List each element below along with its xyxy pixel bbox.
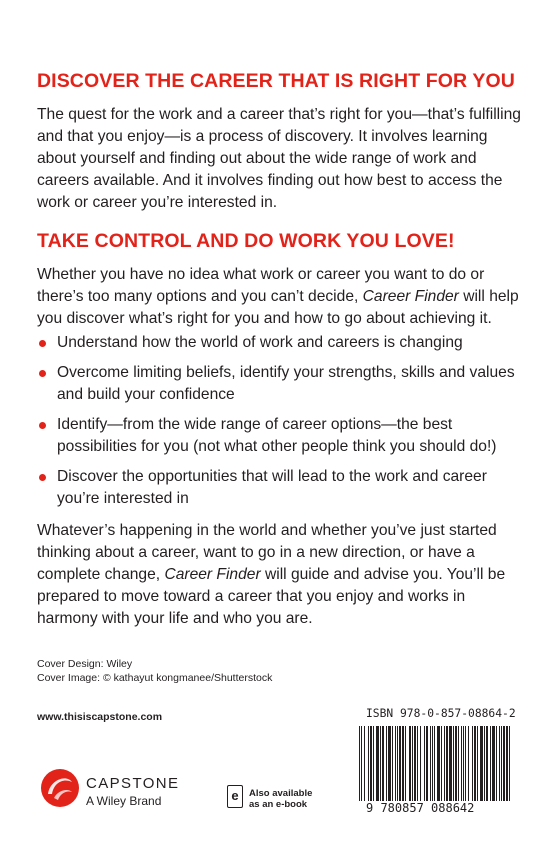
isbn-barcode bbox=[359, 726, 512, 801]
list-item: Understand how the world of work and careers is changing bbox=[37, 332, 527, 354]
book-title-italic: Career Finder bbox=[164, 566, 261, 583]
take-control-paragraph: Whether you have no idea what work or career you want to do or there’s too many options and you can’t decide, Career Finder will help you discover what’s right for you and how to go about achieving it. bbox=[37, 266, 519, 327]
bullet-dot-icon bbox=[39, 474, 46, 481]
bullet-dot-icon bbox=[39, 370, 46, 377]
benefit-list bbox=[37, 332, 527, 518]
list-item: Discover the opportunities that will lead to the work and career you’re interested in bbox=[37, 466, 527, 510]
section-heading-take-control: TAKE CONTROL AND DO WORK YOU LOVE! bbox=[37, 230, 455, 252]
isbn-label: ISBN 978-0-857-08864-2 bbox=[366, 707, 516, 720]
list-item: Overcome limiting beliefs, identify your strengths, skills and values and build your confidence bbox=[37, 362, 527, 406]
ebook-availability: Also available as an e-book bbox=[249, 788, 313, 810]
bullet-dot-icon bbox=[39, 422, 46, 429]
intro-paragraph: The quest for the work and a career that’s right for you—that’s fulfilling and that you enjoy—is a process of discovery. It involves learning about yourself and finding out about the wide range of work and careers available. And it involves finding out how best to access the work or career you’re interested in. bbox=[37, 106, 521, 211]
cover-credits bbox=[37, 657, 272, 685]
section-heading-discover: DISCOVER THE CAREER THAT IS RIGHT FOR YOU bbox=[37, 70, 515, 92]
book-title-italic: Career Finder bbox=[362, 288, 459, 305]
ebook-icon: e bbox=[227, 785, 243, 808]
publisher-website: www.thisiscapstone.com bbox=[37, 711, 163, 723]
cover-image-credit: Cover Image: © kathayut kongmanee/Shutterstock bbox=[37, 672, 273, 684]
publisher-brand-name: CAPSTONE bbox=[86, 775, 180, 792]
bullet-dot-icon bbox=[39, 340, 46, 347]
publisher-brand-sub: A Wiley Brand bbox=[86, 794, 162, 808]
list-item: Identify—from the wide range of career options—the best possibilities for you (not what other people think you should do!) bbox=[37, 414, 527, 458]
capstone-logo-icon bbox=[40, 768, 80, 808]
cover-design-credit: Cover Design: Wiley bbox=[37, 658, 133, 670]
barcode-digits: 9 780857 088642 bbox=[366, 801, 475, 815]
closing-paragraph: Whatever’s happening in the world and whether you’ve just started thinking about a career, want to go in a new direction, or have a complete change, Career Finder will guide and advise you. You’ll be prepared to move toward a career that you enjoy and works in harmony with your life and who you are. bbox=[37, 522, 506, 627]
